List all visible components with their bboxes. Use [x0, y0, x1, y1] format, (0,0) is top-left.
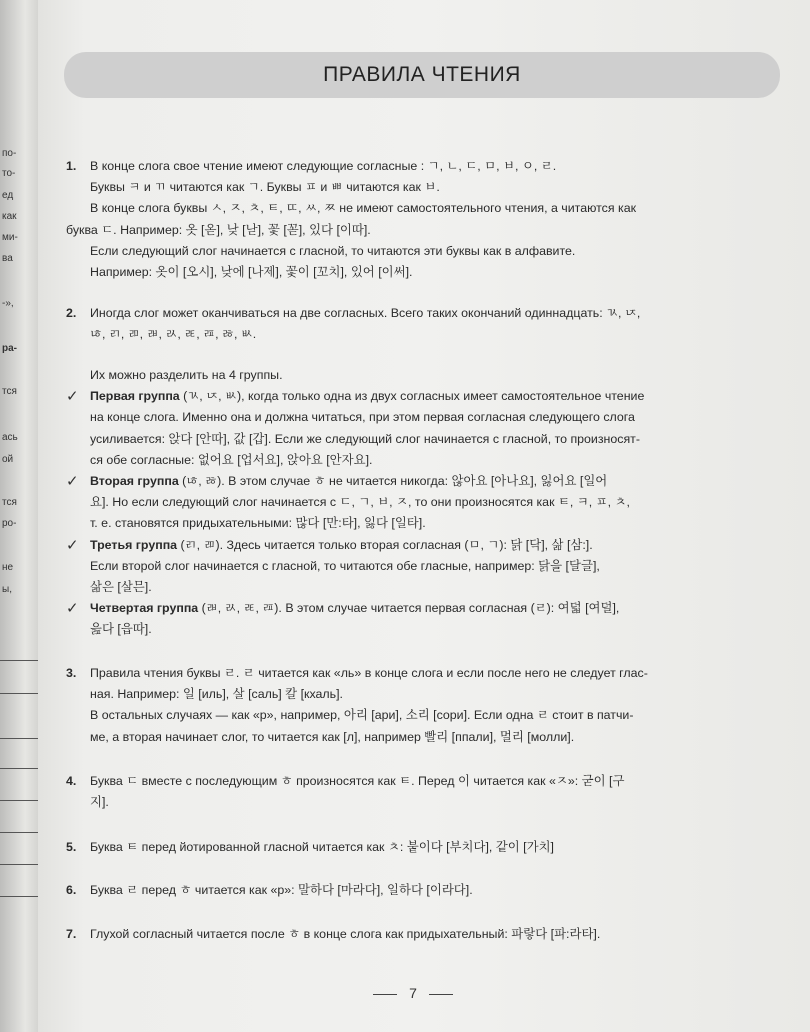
prev-page-fragment: ед	[2, 190, 14, 201]
group-name: Третья группа	[90, 537, 178, 552]
prev-page-rule	[0, 768, 42, 769]
rule-5	[66, 837, 786, 858]
group-text-line: 읊다 [읍따].	[90, 622, 152, 637]
group-text-line: 삶은 [살믄].	[90, 580, 152, 595]
rule-text-line: ㄶ, ㄺ, ㄻ, ㄼ, ㄽ, ㄾ, ㄿ, ㅀ, ㅄ.	[90, 327, 257, 342]
prev-page-rule	[0, 800, 42, 801]
page-title: ПРАВИЛА ЧТЕНИЯ	[323, 63, 521, 86]
group-name: Вторая группа	[90, 474, 179, 489]
rule-text-line: Иногда слог может оканчиваться на две согласных. Всего таких окончаний одиннадцать: ㄳ, ㄵ,	[90, 306, 641, 320]
prev-page-rule	[0, 864, 42, 865]
rule-number: 4.	[66, 774, 77, 788]
group-2	[66, 471, 786, 535]
prev-page-rule	[0, 832, 42, 833]
rule-number: 6.	[66, 883, 77, 897]
previous-page-edge	[0, 0, 42, 1032]
rule-text-line: ная. Например: 일 [иль], 살 [саль] 칼 [кхаль].	[90, 687, 343, 702]
group-text: (ㄺ, ㄻ). Здесь читается только вторая согласная (ㅁ, ㄱ): 닭 [닥], 삶 [삼:].	[177, 537, 593, 552]
rule-1	[66, 156, 786, 283]
prev-page-rule	[0, 896, 42, 897]
prev-page-fragment: тся	[2, 497, 17, 508]
group-text-line: ся обе согласные: 없어요 [업서요], 앉아요 [안자요].	[90, 452, 373, 467]
rule-text-line: В конце слога свое чтение имеют следующие согласные : ㄱ, ㄴ, ㄷ, ㅁ, ㅂ, ㅇ, ㄹ.	[90, 159, 557, 173]
checkmark-icon: ✓	[66, 536, 79, 554]
prev-page-rule	[0, 738, 42, 739]
rule-text-line: Буква ㄷ вместе с последующим ㅎ произносятся как ㅌ. Перед 이 читается как «ㅈ»: 굳이 [구	[90, 774, 625, 788]
prev-page-fragment: ро-	[2, 518, 17, 529]
checkmark-icon: ✓	[66, 388, 79, 406]
rule-text-line: Глухой согласный читается после ㅎ в конце слога как придыхательный: 파랗다 [파:라타].	[90, 927, 601, 941]
rule-text-line: 지].	[90, 795, 109, 810]
prev-page-fragment: ва	[2, 253, 13, 264]
group-name: Четвертая группа	[90, 601, 199, 616]
prev-page-fragment: -»,	[2, 298, 14, 309]
prev-page-fragment: как	[2, 211, 17, 222]
prev-page-fragment: ась	[2, 432, 18, 443]
rule-text-line: Если следующий слог начинается с гласной, то читаются эти буквы как в алфавите.	[90, 243, 576, 258]
rule-text-line: Буква ㅌ перед йотированной гласной читается как ㅊ: 붙이다 [부치다], 같이 [가치]	[90, 840, 555, 854]
rule-text-line: Например: 옷이 [오시], 낮에 [나제], 꽃이 [꼬치], 있어 [이써].	[90, 265, 413, 280]
prev-page-fragment: ой	[2, 454, 14, 465]
group-text: (ㄳ, ㄵ, ㅄ), когда только одна из двух согласных имеет самостоятельное чтение	[179, 389, 645, 404]
group-text-line: Если второй слог начинается с гласной, то читаются обе гласные, например: 닭을 [달글],	[90, 558, 600, 573]
prev-page-fragment: по-	[2, 148, 17, 159]
prev-page-fragment: ми-	[2, 232, 18, 243]
rule-text-line: ме, а вторая начинает слог, то читается как [л], например 빨리 [ппали], 멀리 [молли].	[90, 729, 575, 744]
prev-page-rule	[0, 693, 42, 694]
page-number	[348, 985, 478, 1001]
group-text-line: т. е. становятся придыхательными: 많다 [만:타], 잃다 [일타].	[90, 516, 426, 531]
group-4	[66, 598, 786, 640]
rule-number: 3.	[66, 666, 77, 680]
rule-text-line: В остальных случаях — как «р», например, 아리 [ари], 소리 [сори]. Если одна ㄹ стоит в патчи-	[90, 708, 634, 723]
rule-2-groups	[66, 365, 786, 641]
prev-page-fragment: ра-	[2, 343, 17, 354]
group-name: Первая группа	[90, 389, 180, 404]
checkmark-icon: ✓	[66, 600, 79, 618]
page-number-text: 7	[409, 985, 417, 1001]
rule-text-line: Буквы ㅋ и ㄲ читаются как ㄱ. Буквы ㅍ и ㅃ читаются как ㅂ.	[90, 180, 440, 195]
rule-number: 1.	[66, 159, 77, 173]
prev-page-fragment: ы,	[2, 584, 12, 595]
group-text-line: усиливается: 앉다 [안따], 값 [갑]. Если же следующий слог начинается с гласной, то произносят-	[90, 431, 640, 446]
group-text-line: 요]. Но если следующий слог начинается с ㄷ, ㄱ, ㅂ, ㅈ, то они произносятся как ㅌ, ㅋ, ㅍ, ㅊ,	[90, 495, 630, 510]
rule-3	[66, 663, 786, 748]
page-number-dash	[373, 994, 397, 995]
rule-number: 2.	[66, 306, 77, 320]
rule-text-line: Их можно разделить на 4 группы.	[90, 368, 283, 382]
prev-page-fragment: то-	[2, 168, 16, 179]
rule-number: 5.	[66, 840, 77, 854]
group-3	[66, 535, 786, 599]
book-page	[38, 0, 810, 1032]
prev-page-fragment: тся	[2, 386, 17, 397]
prev-page-fragment: не	[2, 562, 14, 573]
rule-text-line: буква ㄷ. Например: 옷 [옫], 낮 [낟], 꽃 [꼳], 있다 [이따].	[66, 222, 371, 237]
prev-page-rule	[0, 660, 42, 661]
group-text: (ㄶ, ㅀ). В этом случае ㅎ не читается никогда: 않아요 [아나요], 잃어요 [일어	[178, 474, 608, 489]
rule-text-line: В конце слога буквы ㅅ, ㅈ, ㅊ, ㅌ, ㄸ, ㅆ, ㅉ не имеют самостоятельного чтения, а читаются как	[90, 201, 637, 216]
rule-2	[66, 303, 786, 345]
group-1	[66, 386, 786, 471]
rule-text-line: Правила чтения буквы ㄹ. ㄹ читается как «ль» в конце слога и если после него не следует глас-	[90, 666, 648, 680]
rule-4	[66, 771, 786, 813]
rule-text-line: Буква ㄹ перед ㅎ читается как «р»: 말하다 [마라다], 일하다 [이라다].	[90, 883, 473, 897]
rule-6	[66, 880, 786, 901]
rule-number: 7.	[66, 927, 77, 941]
title-banner	[64, 52, 780, 98]
checkmark-icon: ✓	[66, 473, 79, 491]
rule-7	[66, 924, 786, 945]
group-text-line: на конце слога. Именно она и должна читаться, при этом первая согласная следующего слога	[90, 410, 635, 425]
group-text: (ㄼ, ㄽ, ㄾ, ㄿ). В этом случае читается первая согласная (ㄹ): 여덟 [여덜],	[198, 601, 620, 616]
page-number-dash	[429, 994, 453, 995]
